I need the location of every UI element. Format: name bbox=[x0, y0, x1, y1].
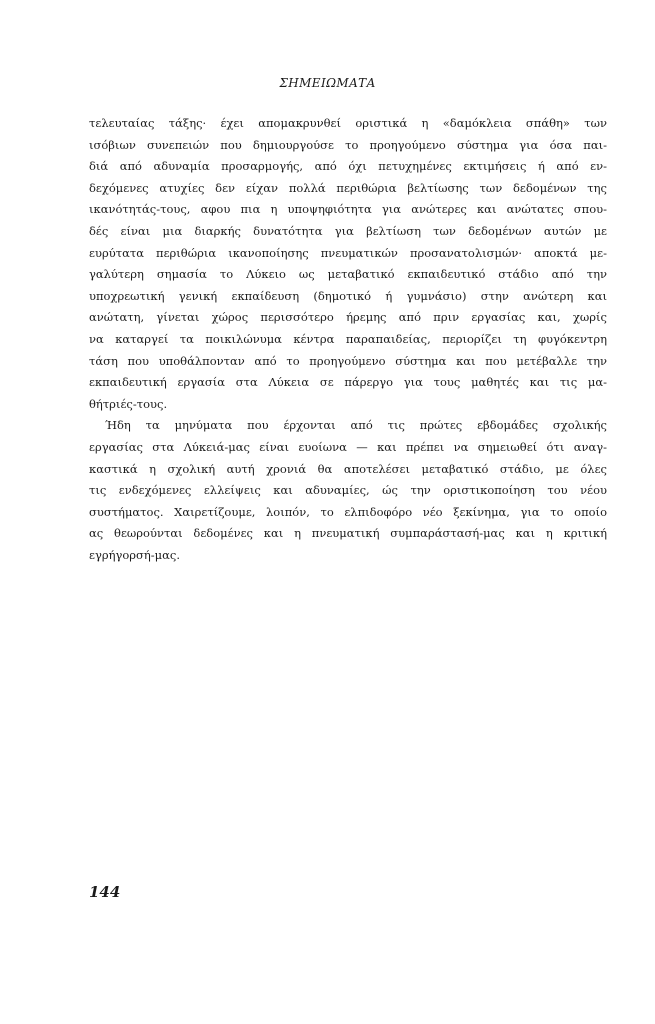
text-line: συστήματος. Χαιρετίζουμε, λοιπόν, το ελπιδοφόρο νέο ξεκίνημα, για το οποίο bbox=[89, 504, 607, 519]
text-line: ανώτατη, γίνεται χώρος περισσότερο ήρεμης από πριν εργασίας και, χωρίς bbox=[89, 310, 607, 325]
text-line: να καταργεί τα ποικιλώνυμα κέντρα παραπαιδείας, περιορίζει τη φυγόκεντρη bbox=[89, 331, 607, 346]
text-line: ευρύτατα περιθώρια ικανοποίησης πνευματικών προσανατολισμών· αποκτά με- bbox=[89, 245, 607, 260]
page-number: 144 bbox=[89, 883, 121, 901]
running-head: ΣΗΜΕΙΩΜΑΤΑ bbox=[279, 76, 376, 90]
text-line: ας θεωρούνται δεδομένες και η πνευματική συμπαράστασή-μας και η κριτική bbox=[89, 526, 607, 541]
paragraph-1 bbox=[89, 113, 607, 415]
body-text bbox=[89, 113, 607, 566]
text-line: τις ενδεχόμενες ελλείψεις και αδυναμίες, ώς την οριστικοποίηση του νέου bbox=[89, 483, 607, 498]
text-line: θήτριές-τους. bbox=[89, 396, 168, 411]
text-line: υποχρεωτική γενική εκπαίδευση (δημοτικό ή γυμνάσιο) στην ανώτερη και bbox=[89, 288, 607, 303]
text-line: εργασίας στα Λύκειά-μας είναι ευοίωνα — και πρέπει να σημειωθεί ότι αναγ- bbox=[89, 439, 607, 454]
text-line: ικανότητάς-τους, αφου πια η υποψηφιότητα για ανώτερες και ανώτατες σπου- bbox=[89, 202, 607, 217]
text-line: Ήδη τα μηνύματα που έρχονται από τις πρώτες εβδομάδες σχολικής bbox=[105, 418, 607, 433]
text-line: διά από αδυναμία προσαρμογής, από όχι πετυχημένες εκτιμήσεις ή από εν- bbox=[89, 159, 607, 174]
text-line: γαλύτερη σημασία το Λύκειο ως μεταβατικό εκπαιδευτικό στάδιο από την bbox=[89, 267, 607, 282]
text-line: τελευταίας τάξης· έχει απομακρυνθεί οριστικά η «δαμόκλεια σπάθη» των bbox=[89, 116, 607, 130]
text-line: τάση που υποθάλπονταν από το προηγούμενο σύστημα και που μετέβαλλε την bbox=[89, 353, 607, 368]
text-line: ισόβιων συνεπειών που δημιουργούσε το προηγούμενο σύστημα για όσα παι- bbox=[89, 137, 607, 152]
text-line: εγρήγορσή-μας. bbox=[89, 547, 181, 562]
text-line: δεχόμενες ατυχίες δεν είχαν πολλά περιθώρια βελτίωσης των δεδομένων της bbox=[89, 180, 607, 195]
paragraph-2 bbox=[89, 415, 607, 566]
text-line: καστικά η σχολική αυτή χρονιά θα αποτελέσει μεταβατικό στάδιο, με όλες bbox=[89, 461, 607, 476]
text-line: δές είναι μια διαρκής δυνατότητα για βελτίωση των δεδομένων αυτών με bbox=[89, 223, 607, 238]
text-line: εκπαιδευτική εργασία στα Λύκεια σε πάρεργο για τους μαθητές και τις μα- bbox=[89, 375, 607, 390]
